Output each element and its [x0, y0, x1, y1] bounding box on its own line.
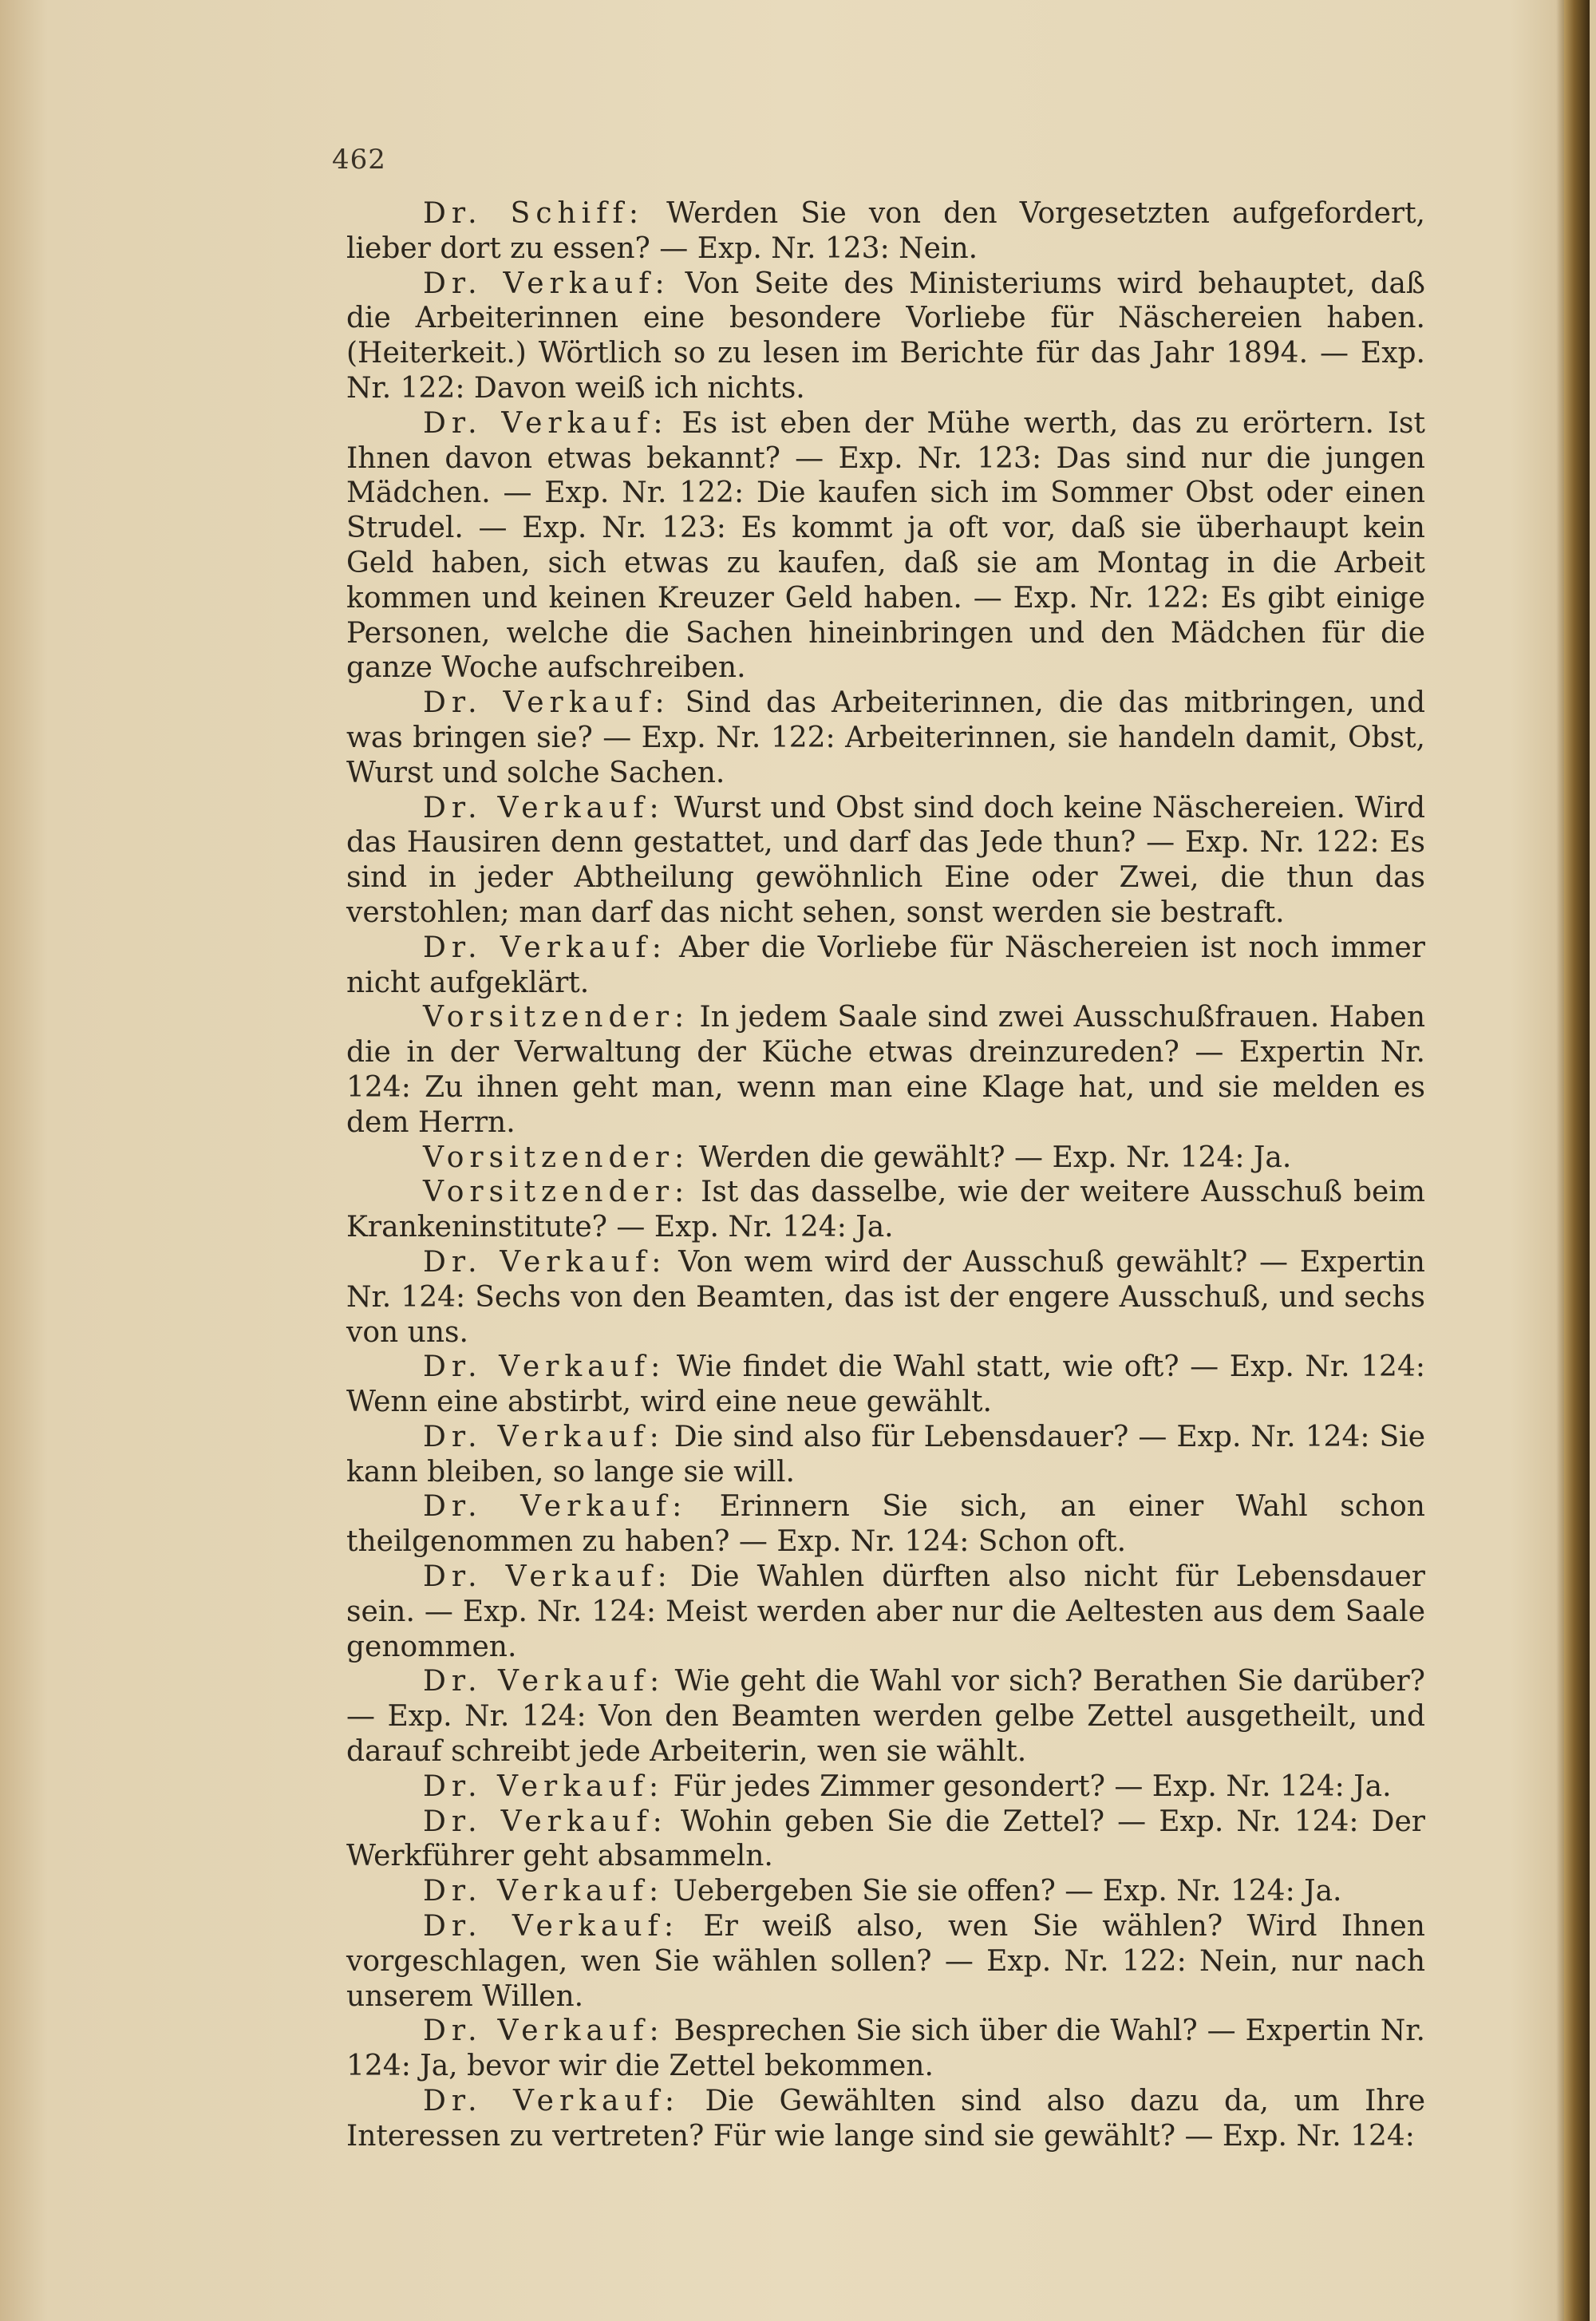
book-spine: [1564, 0, 1590, 2321]
paragraph: [346, 1350, 1425, 1420]
speaker-name: Dr. Verkauf:: [423, 267, 670, 300]
paragraph-text: Sind das Arbeiterinnen, die das mitbringen, und was bringen sie? — Exp. Nr. 122: Arbeiterinnen, sie handeln damit, Obst, Wurst und solche Sachen.: [346, 686, 1425, 789]
paragraph-text: Wurst und Obst sind doch keine Näschereien. Wird das Hausiren denn gestattet, und darf das Jede thun? — Exp. Nr. 122: Es sind in jeder Abtheilung gewöhnlich Eine oder Zwei, die thun das verstohlen; man darf das nicht sehen, sonst werden sie bestraft.: [346, 791, 1425, 929]
speaker-name: Dr. Verkauf:: [423, 1875, 665, 1908]
paragraph-text: Uebergeben Sie sie offen? — Exp. Nr. 124: Ja.: [673, 1875, 1342, 1908]
paragraph-text: Die Gewählten sind also dazu da, um Ihre Interessen zu vertreten? Für wie lange sind sie gewählt? — Exp. Nr. 124:: [346, 2085, 1425, 2153]
paragraph-text: In jedem Saale sind zwei Ausschußfrauen. Haben die in der Verwaltung der Küche etwas dreinzureden? — Expertin Nr. 124: Zu ihnen geht man, wenn man eine Klage hat, und sie melden es dem Herrn.: [346, 1001, 1425, 1139]
paragraph: [346, 1000, 1425, 1140]
paragraph-text: Erinnern Sie sich, an einer Wahl schon theilgenommen zu haben? — Exp. Nr. 124: Schon oft.: [346, 1490, 1425, 1559]
speaker-name: Dr. Verkauf:: [423, 791, 665, 824]
paragraph-text: Wohin geben Sie die Zettel? — Exp. Nr. 124: Der Werkführer geht absammeln.: [346, 1805, 1425, 1873]
paragraph-text: Werden die gewählt? — Exp. Nr. 124: Ja.: [698, 1141, 1292, 1174]
speaker-name: Dr. Verkauf:: [423, 1560, 673, 1594]
paragraph: [346, 406, 1425, 686]
speaker-name: Dr. Verkauf:: [423, 1805, 668, 1838]
paragraph: [346, 1769, 1425, 1805]
speaker-name: Dr. Verkauf:: [423, 1910, 679, 1943]
paragraph: [346, 1560, 1425, 1664]
speaker-name: Vorsitzender:: [423, 1176, 690, 1209]
speaker-name: Dr. Verkauf:: [423, 2015, 665, 2048]
paragraph-text: Die Wahlen dürften also nicht für Lebensdauer sein. — Exp. Nr. 124: Meist werden aber nur die Aeltesten aus dem Saale genommen.: [346, 1560, 1425, 1663]
paragraph-text: Wie geht die Wahl vor sich? Berathen Sie darüber? — Exp. Nr. 124: Von den Beamten werden gelbe Zettel ausgetheilt, und darauf schreibt jede Arbeiterin, wen sie wählt.: [346, 1665, 1425, 1769]
paragraph-text: Besprechen Sie sich über die Wahl? — Expertin Nr. 124: Ja, bevor wir die Zettel bekommen.: [346, 2015, 1425, 2083]
speaker-name: Dr. Schiff:: [423, 197, 644, 230]
page-number: 462: [332, 144, 386, 176]
paragraph: [346, 1874, 1425, 1909]
paragraph: [346, 1245, 1425, 1350]
paragraph-text: Aber die Vorliebe für Näschereien ist noch immer nicht aufgeklärt.: [346, 931, 1425, 999]
paragraph-text: Er weiß also, wen Sie wählen? Wird Ihnen vorgeschlagen, wen Sie wählen sollen? — Exp. Nr. 122: Nein, nur nach unserem Willen.: [346, 1910, 1425, 2013]
paragraph: [346, 791, 1425, 931]
paragraph-text: Von Seite des Ministeriums wird behauptet, daß die Arbeiterinnen eine besondere Vorliebe für Näschereien haben. (Heiterkeit.) Wörtlich so zu lesen im Berichte für das Jahr 1894. — Exp. Nr. 122: Davon weiß ich nichts.: [346, 267, 1425, 405]
paragraph: [346, 1420, 1425, 1490]
paragraph: [346, 686, 1425, 790]
page-gutter-shadow: [1556, 0, 1564, 2321]
speaker-name: Dr. Verkauf:: [423, 686, 670, 720]
speaker-name: Dr. Verkauf:: [423, 406, 669, 440]
paragraph: [346, 267, 1425, 406]
paragraph-text: Wie findet die Wahl statt, wie oft? — Exp. Nr. 124: Wenn eine abstirbt, wird eine neue gewählt.: [346, 1350, 1425, 1419]
paragraph-text: Es ist eben der Mühe werth, das zu erörtern. Ist Ihnen davon etwas bekannt? — Exp. Nr. 123: Das sind nur die jungen Mädchen. — Exp. Nr. 122: Die kaufen sich im Sommer Obst oder einen Strudel. — Exp. Nr. 123: Es kommt ja oft vor, daß sie überhaupt kein Geld haben, sich etwas zu kaufen, daß sie am Montag in die Arbeit kommen und keinen Kreuzer Geld haben. — Exp. Nr. 122: Es gibt einige Personen, welche die Sachen hineinbringen und den Mädchen für die ganze Woche aufschreiben.: [346, 406, 1425, 685]
speaker-name: Dr. Verkauf:: [423, 1665, 666, 1698]
speaker-name: Dr. Verkauf:: [423, 1420, 665, 1453]
paragraph: [346, 1175, 1425, 1245]
paragraph: [346, 931, 1425, 1001]
speaker-name: Vorsitzender:: [423, 1141, 690, 1174]
paragraph: [346, 1489, 1425, 1560]
paragraph: [346, 2014, 1425, 2084]
paragraph: [346, 1664, 1425, 1769]
speaker-name: Dr. Verkauf:: [423, 931, 667, 964]
body-text: [346, 196, 1425, 2154]
paragraph-text: Für jedes Zimmer gesondert? — Exp. Nr. 124: Ja.: [673, 1769, 1392, 1803]
speaker-name: Dr. Verkauf:: [423, 1350, 666, 1384]
paragraph: [346, 1141, 1425, 1176]
speaker-name: Dr. Verkauf:: [423, 2085, 681, 2118]
paragraph: [346, 1909, 1425, 2014]
paragraph-text: Ist das dasselbe, wie der weitere Ausschuß beim Krankeninstitute? — Exp. Nr. 124: Ja.: [346, 1176, 1426, 1244]
speaker-name: Dr. Verkauf:: [423, 1769, 665, 1803]
speaker-name: Vorsitzender:: [423, 1001, 690, 1034]
speaker-name: Dr. Verkauf:: [423, 1245, 667, 1279]
paragraph-text: Werden Sie von den Vorgesetzten aufgefordert, lieber dort zu essen? — Exp. Nr. 123: Nein.: [346, 197, 1425, 265]
paragraph: [346, 2084, 1425, 2154]
paragraph-text: Die sind also für Lebensdauer? — Exp. Nr. 124: Sie kann bleiben, so lange sie will.: [346, 1420, 1425, 1489]
paragraph: [346, 196, 1425, 267]
paragraph: [346, 1805, 1425, 1875]
paragraph-text: Von wem wird der Ausschuß gewählt? — Expertin Nr. 124: Sechs von den Beamten, das ist der engere Ausschuß, und sechs von uns.: [346, 1245, 1425, 1349]
speaker-name: Dr. Verkauf:: [423, 1490, 688, 1524]
